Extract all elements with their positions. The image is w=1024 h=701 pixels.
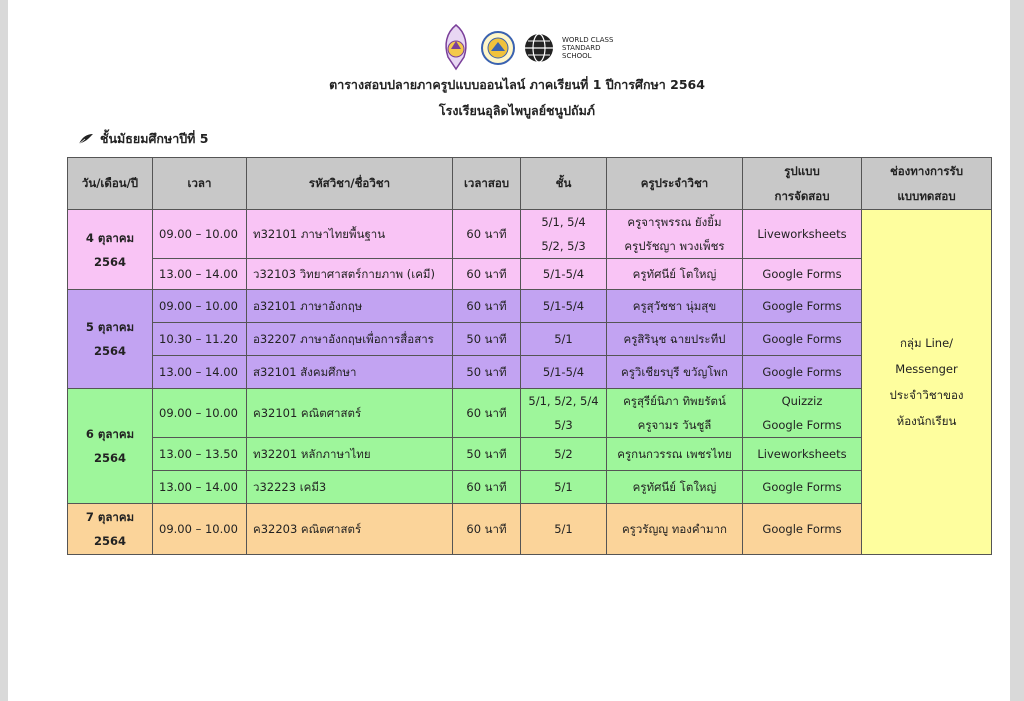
channel-cell bbox=[862, 210, 992, 555]
class-line: 5/2, 5/3 bbox=[541, 239, 586, 253]
format-cell: Liveworksheets bbox=[743, 210, 862, 259]
school-emblem-logo bbox=[438, 23, 474, 73]
time-cell: 13.00 – 14.00 bbox=[153, 259, 247, 290]
class-line: 5/1, 5/2, 5/4 bbox=[528, 394, 599, 408]
document-page bbox=[8, 0, 1010, 701]
page-title: ตารางสอบปลายภาครูปแบบออนไลน์ ภาคเรียนที่ 1 ปีการศึกษา 2564 bbox=[329, 77, 705, 92]
class-cell: 5/1-5/4 bbox=[521, 259, 607, 290]
date-day: 7 ตุลาคม bbox=[85, 510, 135, 524]
teacher-line: ครูจารุพรรณ ยังยิ้ม bbox=[627, 215, 722, 229]
duration-cell: 60 นาที bbox=[453, 504, 521, 555]
class-cell: 5/1 bbox=[521, 504, 607, 555]
class-cell: 5/1-5/4 bbox=[521, 356, 607, 389]
teacher-line: ครูสุรีย์นิภา ทิพยรัตน์ bbox=[623, 394, 726, 408]
class-cell: 5/1 bbox=[521, 323, 607, 356]
date-day: 5 ตุลาคม bbox=[85, 320, 135, 334]
table-row bbox=[68, 389, 992, 438]
duration-cell: 50 นาที bbox=[453, 356, 521, 389]
duration-cell: 50 นาที bbox=[453, 323, 521, 356]
column-header-subject: รหัสวิชา/ชื่อวิชา bbox=[247, 158, 453, 210]
column-header-format-line: การจัดสอบ bbox=[774, 188, 830, 203]
teacher-cell bbox=[607, 210, 743, 259]
column-header-duration: เวลาสอบ bbox=[453, 158, 521, 210]
seal-logo bbox=[480, 30, 516, 66]
date-cell bbox=[68, 210, 153, 290]
column-header-time: เวลา bbox=[153, 158, 247, 210]
date-cell bbox=[68, 389, 153, 504]
table-row bbox=[68, 504, 992, 555]
subject-cell: ส32101 สังคมศึกษา bbox=[247, 356, 453, 389]
channel-line: Messenger bbox=[895, 362, 958, 376]
table-row bbox=[68, 471, 992, 504]
duration-cell: 60 นาที bbox=[453, 389, 521, 438]
time-cell: 13.00 – 14.00 bbox=[153, 471, 247, 504]
time-cell: 10.30 – 11.20 bbox=[153, 323, 247, 356]
date-year: 2564 bbox=[93, 451, 126, 465]
teacher-cell: ครูวิเชียรบุรี ขวัญโพก bbox=[607, 356, 743, 389]
teacher-cell: ครูสุวัชชา นุ่มสุข bbox=[607, 290, 743, 323]
world-class-logo-text: WORLD CLASS STANDARD SCHOOL bbox=[562, 36, 614, 60]
duration-cell: 60 นาที bbox=[453, 210, 521, 259]
teacher-cell: ครูกนกวรรณ เพชรไทย bbox=[607, 438, 743, 471]
time-cell: 09.00 – 10.00 bbox=[153, 210, 247, 259]
column-header-channel-line: ช่องทางการรับ bbox=[889, 163, 964, 178]
duration-cell: 50 นาที bbox=[453, 438, 521, 471]
table-row bbox=[68, 290, 992, 323]
subject-cell: ว32223 เคมี3 bbox=[247, 471, 453, 504]
format-line: Quizziz bbox=[781, 394, 823, 408]
grade-heading bbox=[78, 129, 208, 149]
format-cell: Google Forms bbox=[743, 259, 862, 290]
column-header-channel-line: แบบทดสอบ bbox=[897, 188, 956, 203]
subject-cell: อ32101 ภาษาอังกฤษ bbox=[247, 290, 453, 323]
time-cell: 13.00 – 13.50 bbox=[153, 438, 247, 471]
table-row bbox=[68, 259, 992, 290]
format-cell: Google Forms bbox=[743, 290, 862, 323]
format-cell bbox=[743, 389, 862, 438]
subject-cell: ท32101 ภาษาไทยพื้นฐาน bbox=[247, 210, 453, 259]
channel-line: กลุ่ม Line/ bbox=[899, 336, 954, 350]
date-day: 6 ตุลาคม bbox=[85, 427, 135, 441]
column-header-date: วัน/เดือน/ปี bbox=[68, 158, 153, 210]
format-cell: Liveworksheets bbox=[743, 438, 862, 471]
date-cell bbox=[68, 504, 153, 555]
class-cell bbox=[521, 210, 607, 259]
duration-cell: 60 นาที bbox=[453, 290, 521, 323]
teacher-cell: ครูทัศนีย์ โตใหญ่ bbox=[607, 259, 743, 290]
channel-line: ห้องนักเรียน bbox=[896, 414, 957, 428]
time-cell: 09.00 – 10.00 bbox=[153, 389, 247, 438]
format-cell: Google Forms bbox=[743, 471, 862, 504]
subject-cell: ท32201 หลักภาษาไทย bbox=[247, 438, 453, 471]
column-header-class: ชั้น bbox=[521, 158, 607, 210]
subject-cell: ว32103 วิทยาศาสตร์กายภาพ (เคมี) bbox=[247, 259, 453, 290]
format-cell: Google Forms bbox=[743, 504, 862, 555]
class-line: 5/1, 5/4 bbox=[541, 215, 586, 229]
exam-schedule-table bbox=[67, 157, 992, 555]
teacher-cell: ครูวรัญญู ทองคำมาก bbox=[607, 504, 743, 555]
duration-cell: 60 นาที bbox=[453, 471, 521, 504]
time-cell: 09.00 – 10.00 bbox=[153, 290, 247, 323]
table-row bbox=[68, 210, 992, 259]
table-header-row bbox=[68, 158, 992, 210]
subject-cell: ค32101 คณิตศาสตร์ bbox=[247, 389, 453, 438]
format-line: Google Forms bbox=[762, 418, 842, 432]
column-header-teacher: ครูประจำวิชา bbox=[607, 158, 743, 210]
date-day: 4 ตุลาคม bbox=[85, 230, 135, 245]
duration-cell: 60 นาที bbox=[453, 259, 521, 290]
class-cell: 5/1-5/4 bbox=[521, 290, 607, 323]
date-year: 2564 bbox=[93, 344, 126, 358]
class-line: 5/3 bbox=[554, 418, 573, 432]
grade-label: ชั้นมัธยมศึกษาปีที่ 5 bbox=[100, 131, 209, 146]
column-header-channel bbox=[862, 158, 992, 210]
table-row bbox=[68, 438, 992, 471]
date-cell bbox=[68, 290, 153, 389]
class-cell: 5/2 bbox=[521, 438, 607, 471]
teacher-cell bbox=[607, 389, 743, 438]
quill-pen-icon bbox=[78, 133, 94, 145]
teacher-line: ครูปรัชญา พวงเพ็ชร bbox=[624, 239, 725, 253]
channel-line: ประจำวิชาของ bbox=[889, 388, 964, 402]
date-year: 2564 bbox=[93, 534, 126, 548]
time-cell: 13.00 – 14.00 bbox=[153, 356, 247, 389]
school-logos bbox=[438, 22, 622, 74]
subject-cell: อ32207 ภาษาอังกฤษเพื่อการสื่อสาร bbox=[247, 323, 453, 356]
teacher-line: ครูจามร วันชูลี bbox=[637, 418, 712, 432]
teacher-cell: ครูทัศนีย์ โตใหญ่ bbox=[607, 471, 743, 504]
date-year: 2564 bbox=[93, 254, 126, 269]
school-name: โรงเรียนอุลิดไพบูลย์ชนูปถัมภ์ bbox=[438, 103, 596, 118]
class-cell bbox=[521, 389, 607, 438]
world-class-globe-logo bbox=[522, 31, 556, 65]
subject-cell: ค32203 คณิตศาสตร์ bbox=[247, 504, 453, 555]
column-header-format bbox=[743, 158, 862, 210]
column-header-format-line: รูปแบบ bbox=[784, 163, 820, 178]
format-cell: Google Forms bbox=[743, 323, 862, 356]
table-row bbox=[68, 356, 992, 389]
table-row bbox=[68, 323, 992, 356]
format-cell: Google Forms bbox=[743, 356, 862, 389]
teacher-cell: ครูสิรินุช ฉายประทีป bbox=[607, 323, 743, 356]
time-cell: 09.00 – 10.00 bbox=[153, 504, 247, 555]
class-cell: 5/1 bbox=[521, 471, 607, 504]
